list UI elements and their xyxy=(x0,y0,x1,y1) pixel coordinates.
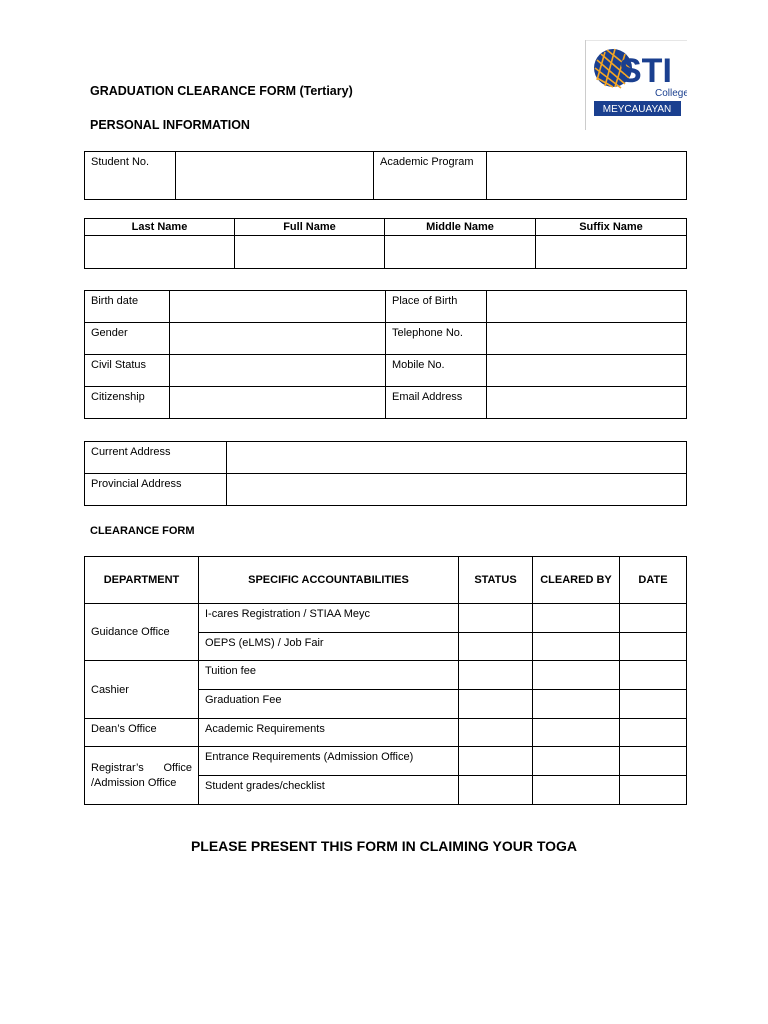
address-table xyxy=(84,441,687,506)
gender-label: Gender xyxy=(85,323,170,355)
status-cell[interactable] xyxy=(459,747,533,776)
status-cell[interactable] xyxy=(459,690,533,719)
deans-item-1: Academic Requirements xyxy=(199,719,459,747)
cleared-by-cell[interactable] xyxy=(533,633,620,661)
telephone-label: Telephone No. xyxy=(386,323,487,355)
provincial-address-label: Provincial Address xyxy=(85,474,227,506)
last-name-header: Last Name xyxy=(85,219,235,236)
guidance-item-1: I-cares Registration / STIAA Meyc xyxy=(199,604,459,633)
academic-program-field[interactable] xyxy=(487,152,687,200)
telephone-field[interactable] xyxy=(487,323,687,355)
email-field[interactable] xyxy=(487,387,687,419)
cleared-by-cell[interactable] xyxy=(533,747,620,776)
details-table xyxy=(84,290,687,419)
full-name-field[interactable] xyxy=(235,236,385,269)
logo-brand: STI xyxy=(619,52,672,90)
cashier-item-1: Tuition fee xyxy=(199,661,459,690)
date-cell[interactable] xyxy=(620,690,687,719)
date-cell[interactable] xyxy=(620,661,687,690)
mobile-label: Mobile No. xyxy=(386,355,487,387)
student-no-field[interactable] xyxy=(176,152,374,200)
cleared-by-cell[interactable] xyxy=(533,604,620,633)
date-cell[interactable] xyxy=(620,633,687,661)
status-cell[interactable] xyxy=(459,719,533,747)
birth-date-label: Birth date xyxy=(85,291,170,323)
logo-campus: MEYCAUAYAN xyxy=(602,104,672,115)
birth-date-field[interactable] xyxy=(170,291,386,323)
status-cell[interactable] xyxy=(459,604,533,633)
registrar-item-1: Entrance Requirements (Admission Office) xyxy=(199,747,459,776)
section-title: PERSONAL INFORMATION xyxy=(90,118,250,132)
accountabilities-header: SPECIFIC ACCOUNTABILITIES xyxy=(199,557,459,604)
footer-instruction: PLEASE PRESENT THIS FORM IN CLAIMING YOUR TOGA xyxy=(190,838,578,854)
deans-office-label: Dean’s Office xyxy=(85,719,199,747)
logo-graphic xyxy=(585,40,687,130)
student-info-table xyxy=(84,151,687,200)
department-header: DEPARTMENT xyxy=(85,557,199,604)
names-table xyxy=(84,218,687,269)
clearance-table xyxy=(84,556,687,805)
sti-college-logo xyxy=(585,40,687,130)
gender-field[interactable] xyxy=(170,323,386,355)
middle-name-header: Middle Name xyxy=(385,219,536,236)
date-header: DATE xyxy=(620,557,687,604)
guidance-office-label: Guidance Office xyxy=(85,604,199,661)
cleared-by-cell[interactable] xyxy=(533,661,620,690)
current-address-field[interactable] xyxy=(227,442,687,474)
current-address-label: Current Address xyxy=(85,442,227,474)
date-cell[interactable] xyxy=(620,604,687,633)
status-header: STATUS xyxy=(459,557,533,604)
student-no-label: Student No. xyxy=(85,152,176,200)
place-of-birth-field[interactable] xyxy=(487,291,687,323)
cashier-label: Cashier xyxy=(85,661,199,719)
civil-status-label: Civil Status xyxy=(85,355,170,387)
middle-name-field[interactable] xyxy=(385,236,536,269)
place-of-birth-label: Place of Birth xyxy=(386,291,487,323)
status-cell[interactable] xyxy=(459,661,533,690)
cashier-item-2: Graduation Fee xyxy=(199,690,459,719)
date-cell[interactable] xyxy=(620,776,687,805)
cleared-by-cell[interactable] xyxy=(533,719,620,747)
status-cell[interactable] xyxy=(459,776,533,805)
suffix-name-header: Suffix Name xyxy=(536,219,687,236)
clearance-title: CLEARANCE FORM xyxy=(90,525,195,537)
cleared-by-cell[interactable] xyxy=(533,690,620,719)
date-cell[interactable] xyxy=(620,719,687,747)
mobile-field[interactable] xyxy=(487,355,687,387)
guidance-item-2: OEPS (eLMS) / Job Fair xyxy=(199,633,459,661)
cleared-by-header: CLEARED BY xyxy=(533,557,620,604)
registrar-office-label: Registrar’s Office /Admission Office xyxy=(85,747,199,805)
provincial-address-field[interactable] xyxy=(227,474,687,506)
citizenship-label: Citizenship xyxy=(85,387,170,419)
suffix-name-field[interactable] xyxy=(536,236,687,269)
academic-program-label: Academic Program xyxy=(374,152,487,200)
registrar-item-2: Student grades/checklist xyxy=(199,776,459,805)
last-name-field[interactable] xyxy=(85,236,235,269)
form-title: GRADUATION CLEARANCE FORM (Tertiary) xyxy=(90,84,353,98)
civil-status-field[interactable] xyxy=(170,355,386,387)
logo-sub: College xyxy=(655,88,687,99)
status-cell[interactable] xyxy=(459,633,533,661)
cleared-by-cell[interactable] xyxy=(533,776,620,805)
full-name-header: Full Name xyxy=(235,219,385,236)
citizenship-field[interactable] xyxy=(170,387,386,419)
email-label: Email Address xyxy=(386,387,487,419)
date-cell[interactable] xyxy=(620,747,687,776)
